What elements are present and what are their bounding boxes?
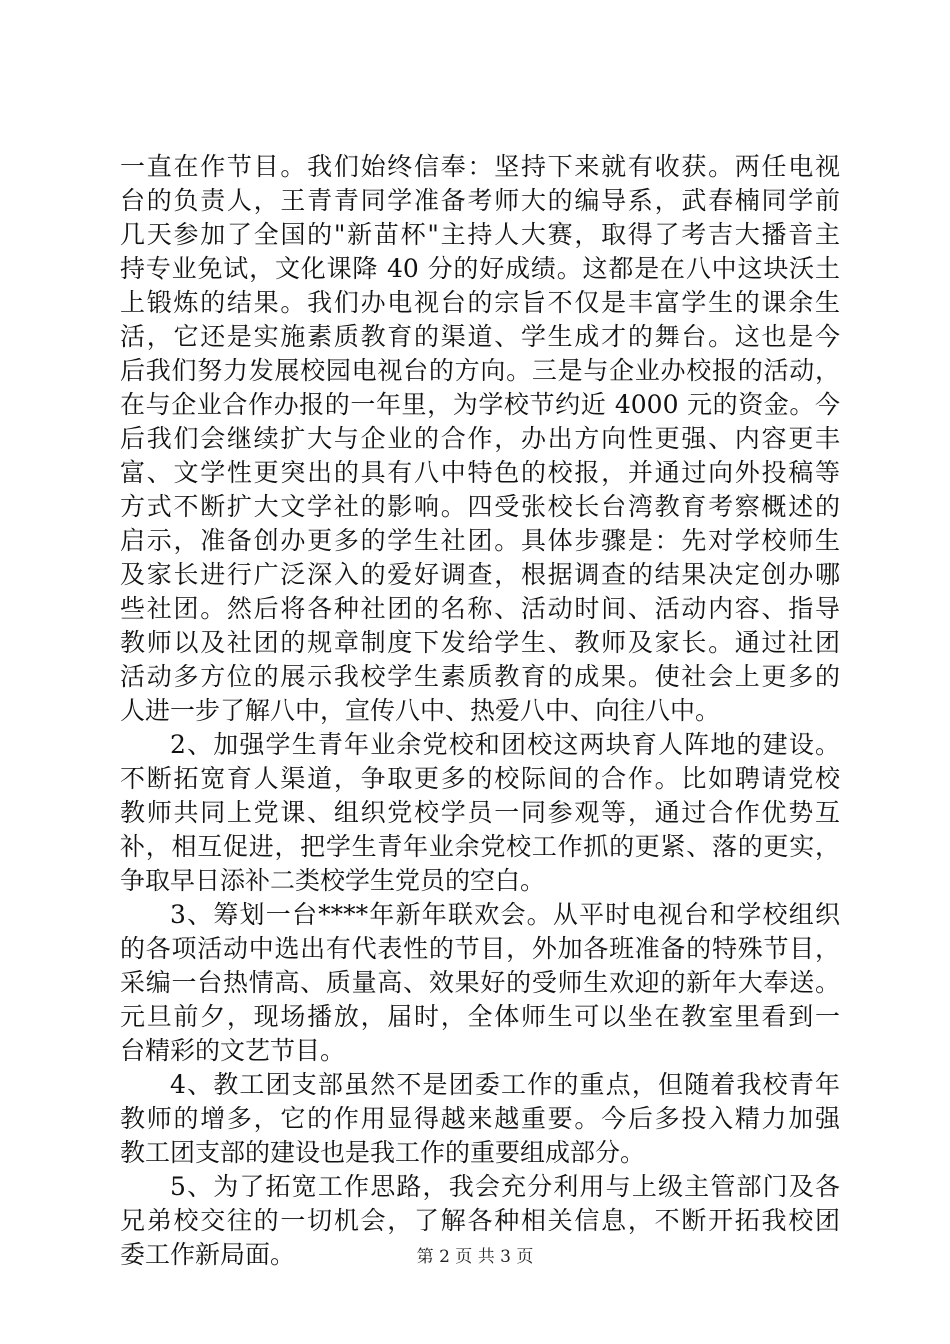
text-line: 教师以及社团的规章制度下发给学生、教师及家长。通过社团 bbox=[120, 628, 840, 657]
text-line: 争取早日添补二类校学生党员的空白。 bbox=[120, 866, 546, 895]
page-footer: 第 2 页 共 3 页 bbox=[416, 1247, 534, 1267]
paragraph-start-4: 4、教工团支部虽然不是团委工作的重点，但随着我校青年 bbox=[170, 1070, 840, 1099]
text-line: 教工团支部的建设也是我工作的重要组成部分。 bbox=[120, 1138, 646, 1167]
text-line: 富、文学性更突出的具有八中特色的校报，并通过向外投稿等 bbox=[120, 458, 840, 487]
text-line: 活动多方位的展示我校学生素质教育的成果。使社会上更多的 bbox=[120, 662, 840, 691]
text-line: 采编一台热情高、质量高、效果好的受师生欢迎的新年大奉送。 bbox=[120, 968, 840, 997]
paragraph-start-5: 5、为了拓宽工作思路，我会充分利用与上级主管部门及各 bbox=[170, 1172, 840, 1201]
text-line: 人进一步了解八中，宣传八中、热爱八中、向往八中。 bbox=[120, 696, 721, 725]
text-line: 几天参加了全国的"新苗杯"主持人大赛，取得了考吉大播音主 bbox=[120, 220, 840, 249]
paragraph-start-3: 3、筹划一台****年新年联欢会。从平时电视台和学校组织 bbox=[170, 900, 840, 929]
paragraph-start-2: 2、加强学生青年业余党校和团校这两块育人阵地的建设。 bbox=[170, 730, 840, 759]
text-line: 方式不断扩大文学社的影响。四受张校长台湾教育考察概述的 bbox=[120, 492, 840, 521]
text-line: 台精彩的文艺节目。 bbox=[120, 1036, 346, 1065]
text-line: 上锻炼的结果。我们办电视台的宗旨不仅是丰富学生的课余生 bbox=[120, 288, 840, 317]
text-line: 在与企业合作办报的一年里，为学校节约近 4000 元的资金。今 bbox=[120, 390, 840, 419]
text-line: 台的负责人，王青青同学准备考师大的编导系，武春楠同学前 bbox=[120, 186, 840, 215]
text-line: 一直在作节目。我们始终信奉：坚持下来就有收获。两任电视 bbox=[120, 152, 840, 181]
text-line: 兄弟校交往的一切机会，了解各种相关信息，不断开拓我校团 bbox=[120, 1206, 840, 1235]
text-line: 及家长进行广泛深入的爱好调查，根据调查的结果决定创办哪 bbox=[120, 560, 840, 589]
document-body bbox=[120, 150, 840, 1272]
text-line: 不断拓宽育人渠道，争取更多的校际间的合作。比如聘请党校 bbox=[120, 764, 840, 793]
text-line: 教师共同上党课、组织党校学员一同参观等，通过合作优势互 bbox=[120, 798, 840, 827]
text-line: 启示，准备创办更多的学生社团。具体步骤是：先对学校师生 bbox=[120, 526, 840, 555]
text-line: 委工作新局面。 bbox=[120, 1240, 296, 1269]
text-line: 元旦前夕，现场播放，届时，全体师生可以坐在教室里看到一 bbox=[120, 1002, 840, 1031]
text-line: 后我们会继续扩大与企业的合作，办出方向性更强、内容更丰 bbox=[120, 424, 840, 453]
text-line: 补，相互促进，把学生青年业余党校工作抓的更紧、落的更实， bbox=[120, 832, 840, 861]
text-line: 教师的增多，它的作用显得越来越重要。今后多投入精力加强 bbox=[120, 1104, 840, 1133]
text-line: 的各项活动中选出有代表性的节目，外加各班准备的特殊节目， bbox=[120, 934, 840, 963]
text-line: 些社团。然后将各种社团的名称、活动时间、活动内容、指导 bbox=[120, 594, 840, 623]
text-line: 活，它还是实施素质教育的渠道、学生成才的舞台。这也是今 bbox=[120, 322, 840, 351]
text-line: 后我们努力发展校园电视台的方向。三是与企业办校报的活动， bbox=[120, 356, 840, 385]
text-line: 持专业免试，文化课降 40 分的好成绩。这都是在八中这块沃土 bbox=[120, 254, 840, 283]
